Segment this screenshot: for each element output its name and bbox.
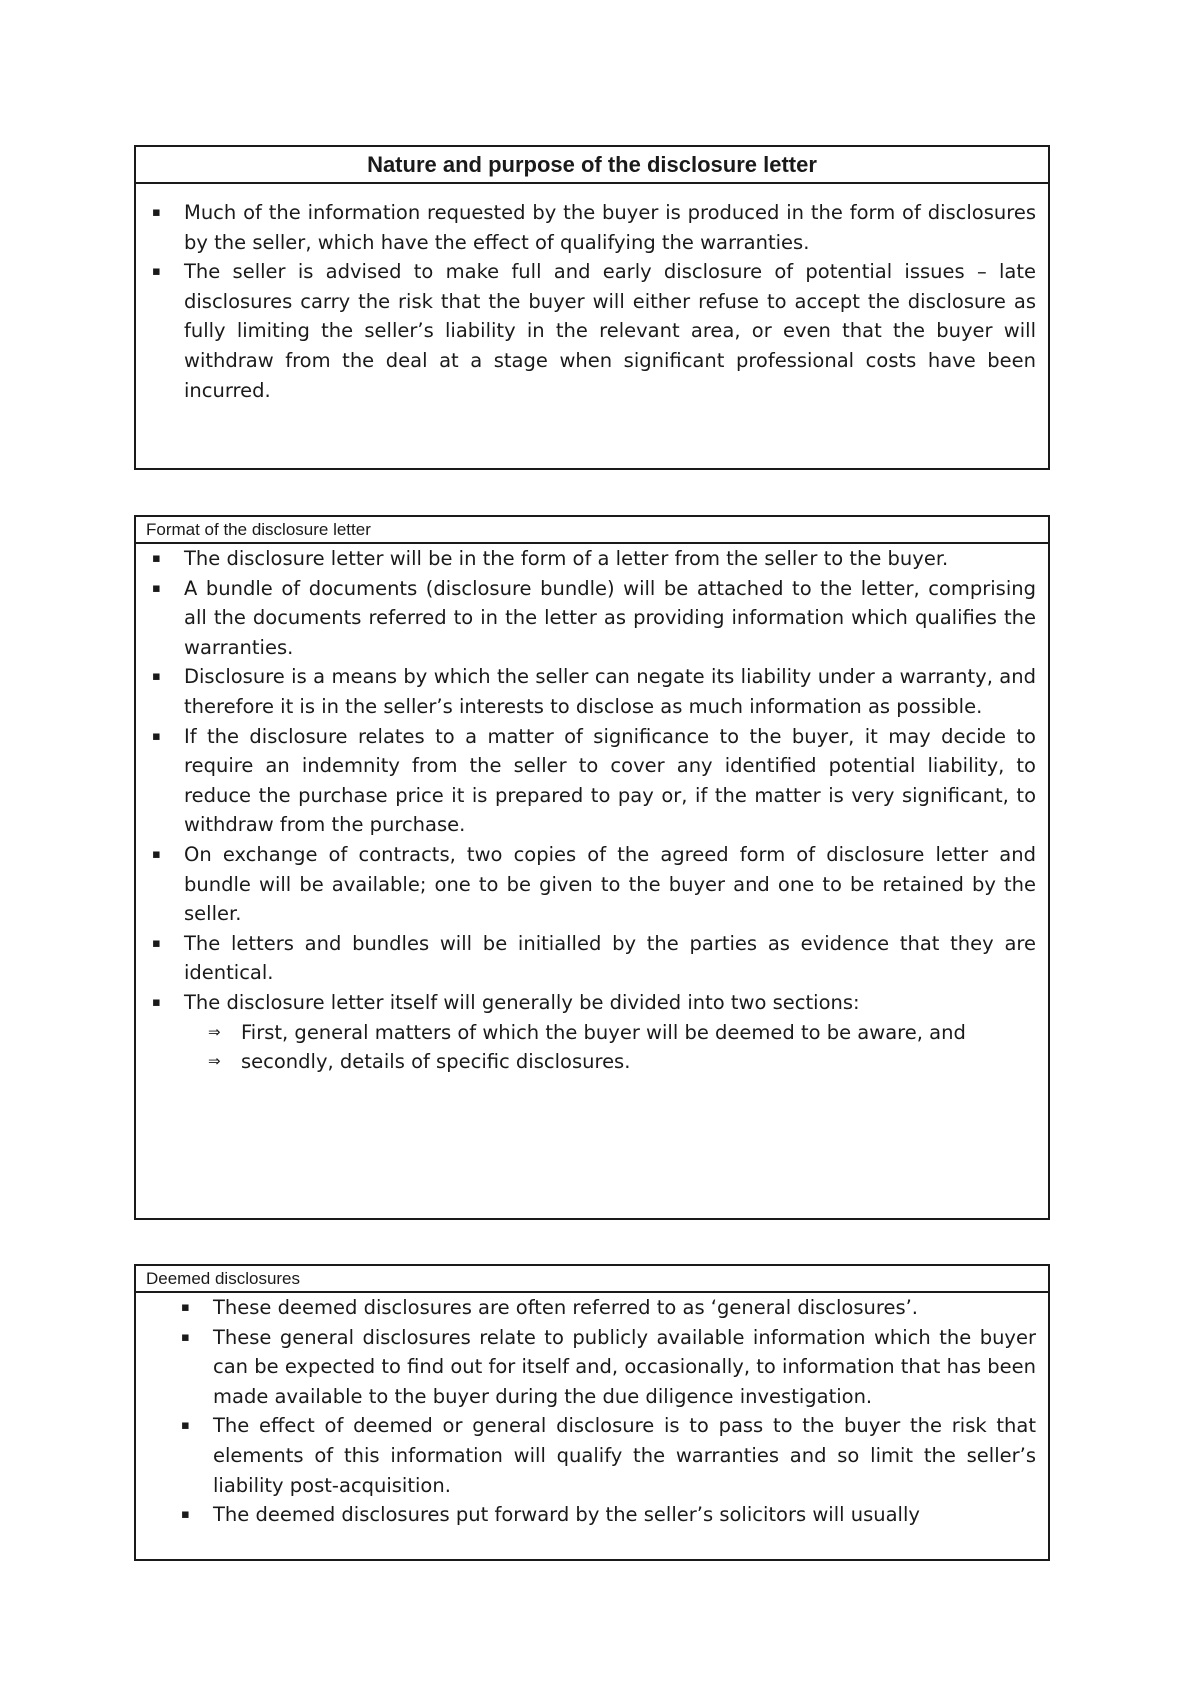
section-title: Deemed disclosures (136, 1266, 1048, 1293)
list-item-text: On exchange of contracts, two copies of the agreed form of disclosure letter and bundle will be available; one to be given to the buyer and one to be retained by the seller. (184, 842, 1036, 926)
section-deemed-disclosures (134, 1264, 1050, 1561)
square-bullet-icon: ▪ (181, 1507, 190, 1523)
bullet-list (136, 1293, 1048, 1530)
square-bullet-icon: ▪ (152, 264, 161, 280)
sub-list (136, 1018, 1048, 1077)
list-item-text: These general disclosures relate to publicly available information which the buyer can be expected to find out for itself and, occasionally, to information that has been made available to the buyer during the due diligence investigation. (213, 1325, 1036, 1408)
list-item (136, 1323, 1048, 1412)
square-bullet-icon: ▪ (181, 1418, 190, 1434)
list-item-text: Disclosure is a means by which the seller can negate its liability under a warranty, and therefore it is in the seller’s interests to disclose as much information as possible. (184, 665, 1036, 718)
list-item-text: The disclosure letter will be in the form of a letter from the seller to the buyer. (184, 547, 949, 570)
list-item-text: The seller is advised to make full and early disclosure of potential issues – late disclosures carry the risk that the buyer will either refuse to accept the disclosure as fully limiting the seller’s liability in the relevant area, or even that the buyer will withdraw from the deal at a stage when significant professional costs have been incurred. (184, 260, 1036, 402)
square-bullet-icon: ▪ (181, 1300, 190, 1315)
list-item-text: The disclosure letter itself will generally be divided into two sections: (184, 990, 860, 1014)
section-format (134, 515, 1050, 1220)
sub-list-item (136, 1047, 1048, 1077)
list-item-text: The deemed disclosures put forward by the seller’s solicitors will usually (213, 1503, 920, 1527)
list-item-text: The letters and bundles will be initialled by the parties as evidence that they are identical. (184, 931, 1036, 985)
list-item-text: The effect of deemed or general disclosure is to pass to the buyer the risk that elements of this information will qualify the warranties and so limit the seller’s liability post-acquisition. (213, 1414, 1036, 1497)
list-item (136, 929, 1048, 988)
list-item (136, 988, 1048, 1018)
list-item (136, 1411, 1048, 1500)
list-item-text: A bundle of documents (disclosure bundle) will be attached to the letter, comprising all the documents referred to in the letter as providing information which qualifies the warranties. (184, 576, 1036, 659)
sub-list-item (136, 1018, 1048, 1048)
arrow-right-icon: ⇒ (208, 1022, 221, 1041)
square-bullet-icon: ▪ (152, 935, 161, 951)
square-bullet-icon: ▪ (152, 846, 161, 862)
list-item-text: If the disclosure relates to a matter of significance to the buyer, it may decide to require an indemnity from the seller to cover any identified potential liability, to reduce the purchase price it is prepared to pay or, if the matter is very significant, to withdraw from the purchase. (184, 724, 1036, 837)
square-bullet-icon: ▪ (152, 728, 161, 744)
section-title: Nature and purpose of the disclosure letter (136, 147, 1048, 184)
list-item (136, 574, 1048, 663)
square-bullet-icon: ▪ (152, 205, 161, 220)
list-item (136, 840, 1048, 929)
sub-list-item-text: First, general matters of which the buyer will be deemed to be aware, and (241, 1020, 966, 1044)
bullet-list (136, 184, 1048, 405)
list-item (136, 662, 1048, 721)
section-title: Format of the disclosure letter (136, 517, 1048, 544)
list-item (136, 257, 1048, 405)
arrow-right-icon: ⇒ (208, 1052, 221, 1071)
sub-list-item-text: secondly, details of specific disclosures. (241, 1050, 631, 1074)
list-item (136, 1293, 1048, 1323)
square-bullet-icon: ▪ (152, 551, 161, 566)
square-bullet-icon: ▪ (152, 580, 161, 596)
list-item-text: These deemed disclosures are often referred to as ‘general disclosures’. (213, 1296, 918, 1319)
square-bullet-icon: ▪ (152, 669, 161, 685)
square-bullet-icon: ▪ (152, 994, 161, 1010)
list-item (136, 722, 1048, 840)
list-item-text: Much of the information requested by the buyer is produced in the form of disclosures by the seller, which have the effect of qualifying the warranties. (184, 201, 1036, 254)
list-item (136, 198, 1048, 257)
section-nature-purpose (134, 145, 1050, 470)
square-bullet-icon: ▪ (181, 1329, 190, 1345)
list-item (136, 544, 1048, 574)
bullet-list (136, 544, 1048, 1018)
list-item (136, 1500, 1048, 1530)
